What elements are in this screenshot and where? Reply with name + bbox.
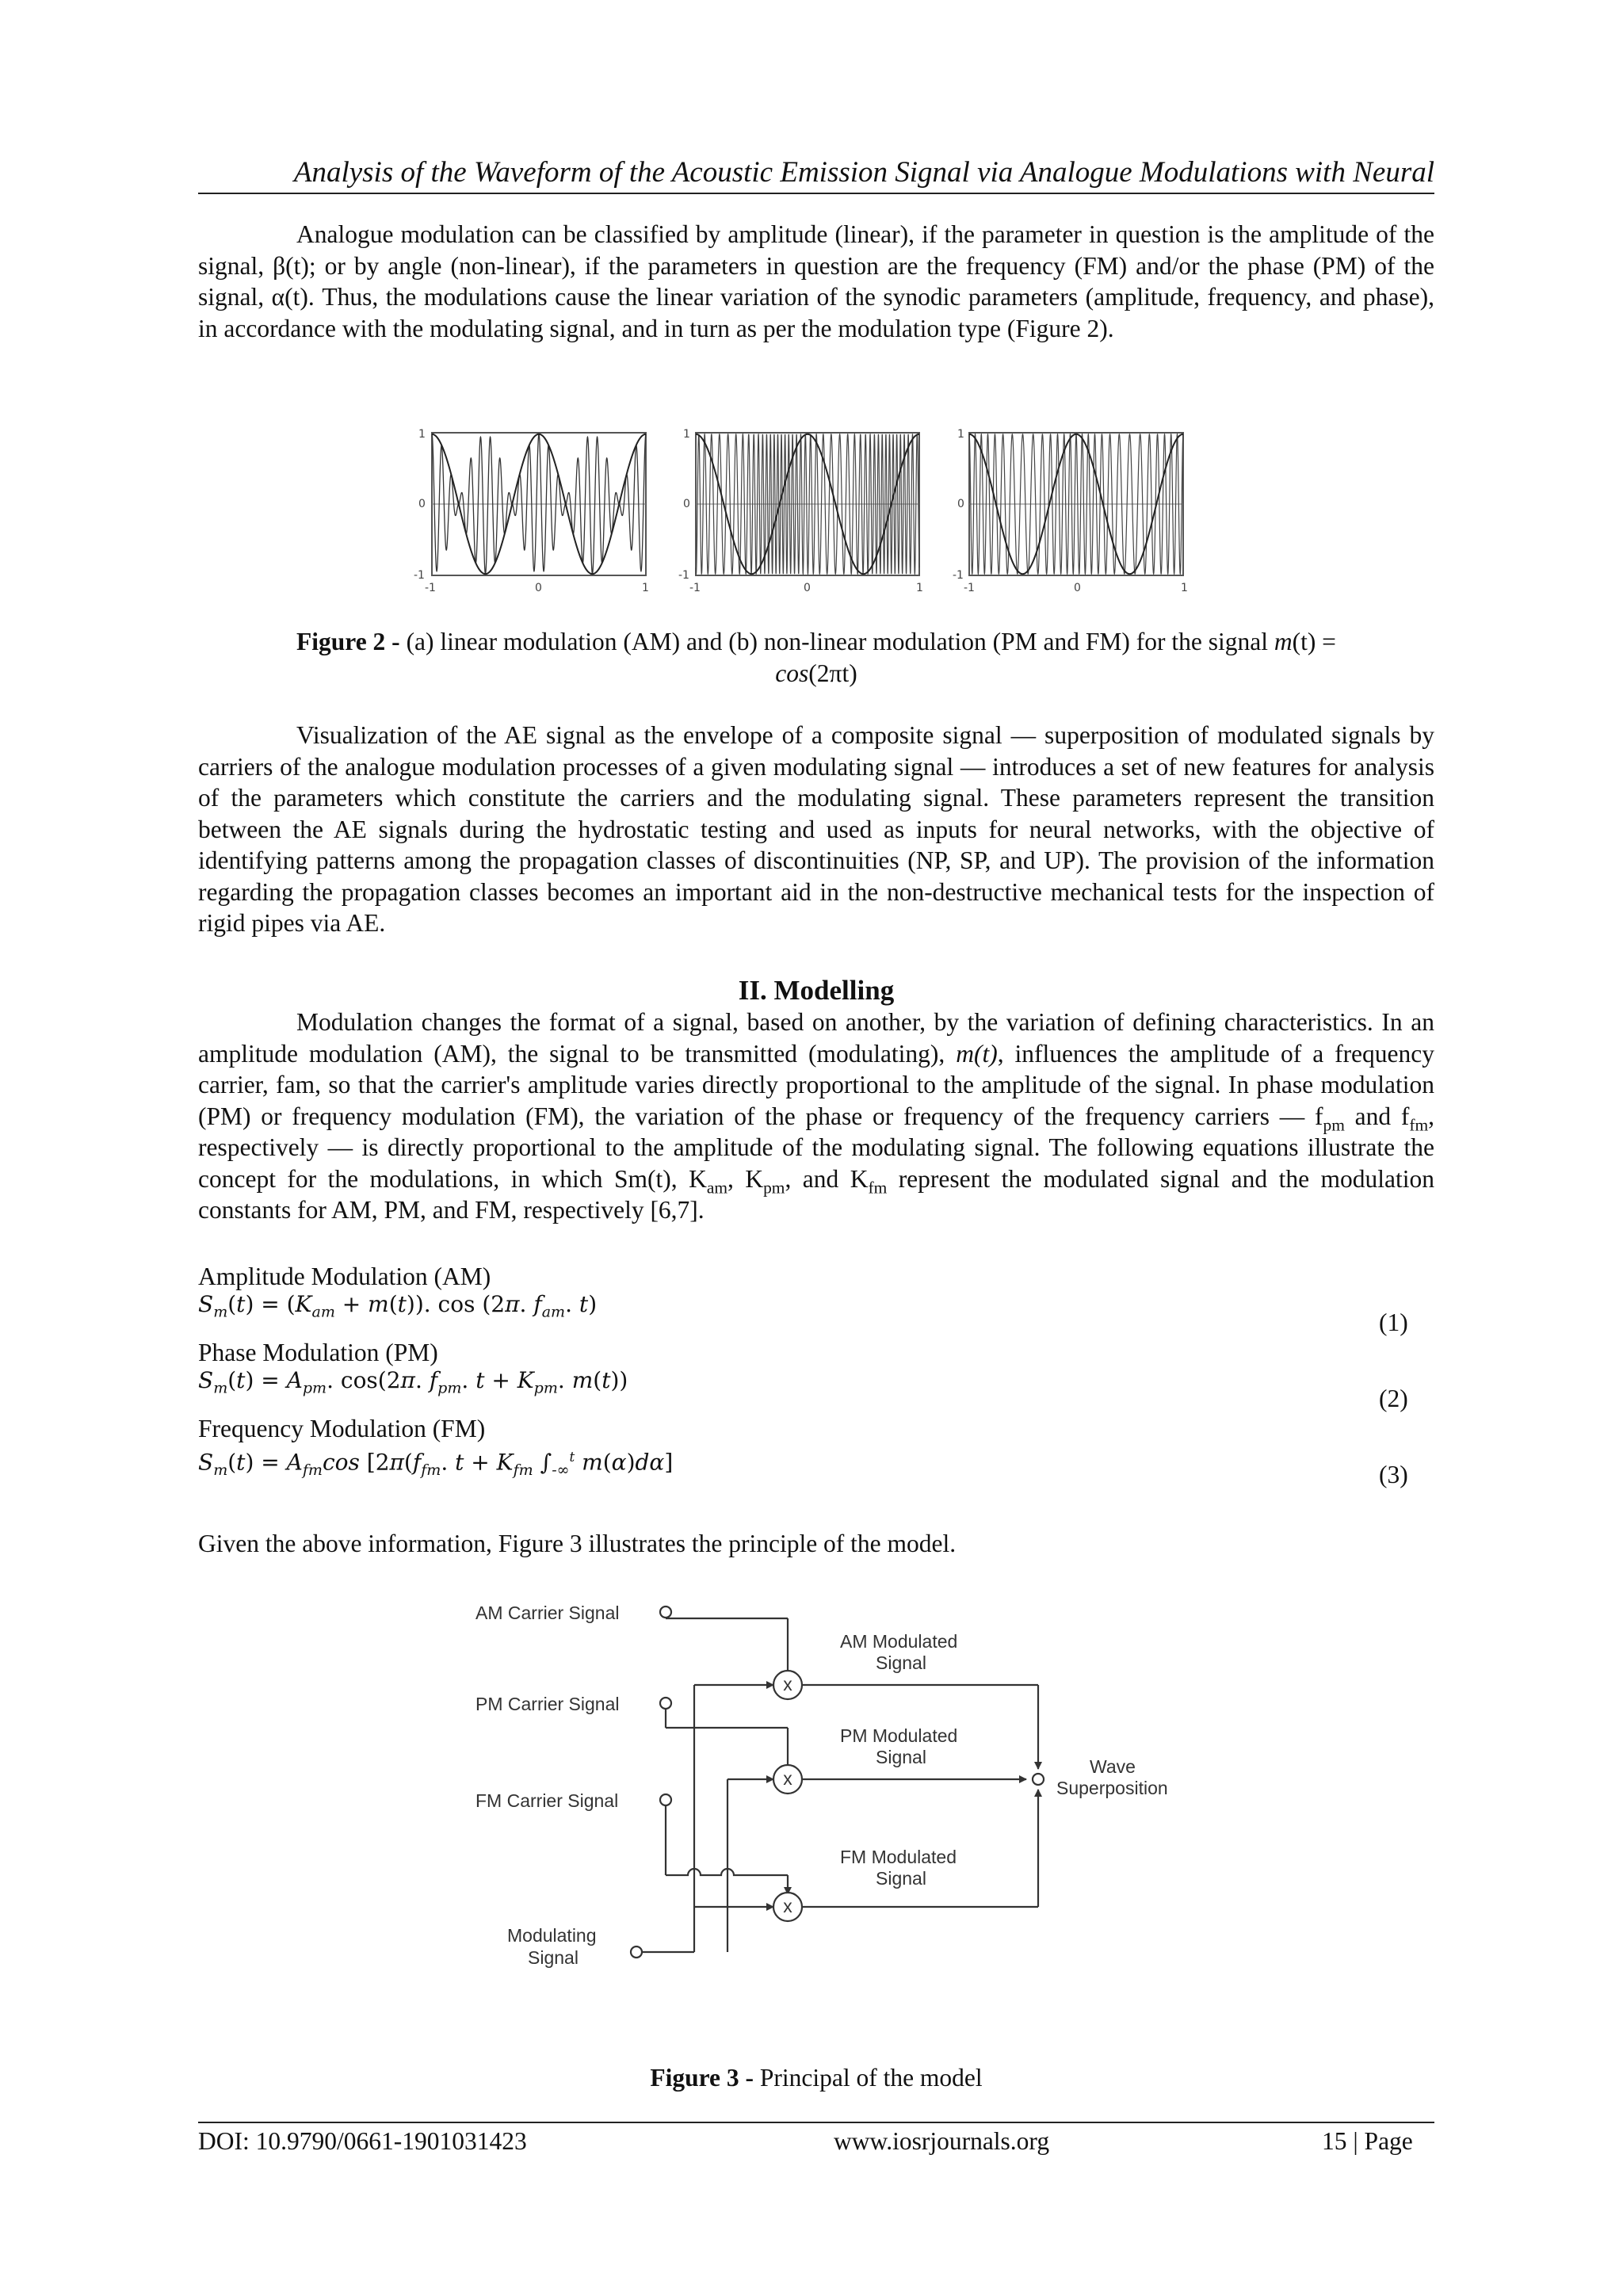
footer-rule [198, 2122, 1434, 2123]
modelling-text-4: , respectively — is directly proportional to the amplitude of the modulating signal. The following equations illustrate the concept for the modulations, in which Sm(t), K [198, 1102, 1434, 1193]
pm-tick-x-mid: 0 [804, 582, 811, 594]
pm-tick-y-mid: 0 [683, 498, 690, 510]
fm-tick-y-mid: 0 [957, 498, 964, 510]
equation-2-number: (2) [1379, 1385, 1408, 1412]
modelling-text-1: Modulation changes the format of a signal, based on another, by the variation of defining characteristics. In an amplitude modulation (AM), the signal to be transmitted (modulating), [198, 1008, 1434, 1068]
modelling-text-2: , influences the amplitude of a frequency carrier, fam, so that the carrier's amplitude varies directly proportional to the amplitude of the signal. In phase modulation (PM) or frequency modulation (FM), the variation of the phase or frequency of the frequency carriers — f [198, 1039, 1435, 1130]
section-title: II. Modelling [738, 975, 895, 1006]
am-carrier-label: AM Carrier Signal [475, 1603, 620, 1623]
modelling-text-3: and f [1344, 1102, 1410, 1130]
subscript-pm: pm [1323, 1114, 1345, 1134]
equation-3: $S_m(t) = A_{fm}\cos$ [$2\pi(f_{fm}$. $t + K_{fm}$ $\int_{-\infty}^t$ m(α)dα] [198, 1449, 674, 1479]
am-modulated-label-2: Signal [876, 1652, 926, 1673]
pm-modulated-label-2: Signal [876, 1747, 926, 1767]
modelling-text-5: , K [727, 1164, 764, 1193]
figure-2-caption-text-3: (2πt) [808, 659, 857, 687]
wave-superposition-label-2: Superposition [1056, 1778, 1168, 1798]
header-rule [198, 193, 1434, 194]
fm-tick-x-mid: 0 [1074, 582, 1081, 594]
am-carrier-terminal [660, 1606, 671, 1618]
fm-tick-y-bottom: -1 [953, 569, 964, 582]
wave-superposition-node [1033, 1774, 1044, 1785]
figure-2-caption-cos: cos [775, 659, 809, 687]
am-tick-x-right: 1 [642, 582, 649, 594]
pm-tick-y-bottom: -1 [678, 569, 689, 582]
figure-3-caption-text: Principal of the model [753, 2064, 983, 2092]
pm-tick-x-left: -1 [689, 582, 701, 594]
modelling-text-6: , and K [785, 1164, 869, 1193]
figure-2-caption-text-1: (a) linear modulation (AM) and (b) non-linear modulation (PM and FM) for the signal [399, 628, 1274, 655]
modulating-label-2: Signal [528, 1947, 579, 1968]
running-title: Analysis of the Waveform of the Acoustic Emission Signal via Analogue Modulations with Neural [293, 156, 1434, 189]
pm-carrier-label: PM Carrier Signal [475, 1694, 620, 1714]
equation-3-label: Frequency Modulation (FM) [198, 1415, 486, 1442]
subscript-fm: fm [1409, 1114, 1429, 1134]
fm-multiplier-symbol: x [783, 1896, 792, 1916]
figure-2-caption-m: m [1274, 628, 1293, 655]
modelling-m-t: m(t) [956, 1039, 998, 1068]
footer-page-number: 15 | Page [1322, 2127, 1413, 2155]
visualization-paragraph: Visualization of the AE signal as the envelope of a composite signal — superposition of modulated signals by carriers of the analogue modulation processes of a given modulating signal — introduces a set of new features for analysis of the parameters which constitute the carriers and the modulating signal. These parameters represent the transition between the AE signals during the hydrostatic testing and used as inputs for neural networks, with the objective of identifying patterns among the propagation classes of discontinuities (NP, SP, and UP). The provision of the information regarding the propagation classes becomes an important aid in the non-destructive mechanical tests for the inspection of rigid pipes via AE. [198, 721, 1434, 937]
pm-tick-y-top: 1 [683, 428, 690, 441]
panel-fm [969, 433, 1183, 575]
am-modulated-label-1: AM Modulated [840, 1631, 958, 1652]
modelling-text-7: represent the modulated signal and the modulation constants for AM, PM, and FM, respectively [6,7]. [198, 1164, 1434, 1224]
fm-modulated-label-1: FM Modulated [840, 1847, 957, 1867]
footer-doi: DOI: 10.9790/0661-1901031423 [198, 2127, 527, 2155]
modulating-label-1: Modulating [507, 1925, 597, 1946]
am-tick-x-left: -1 [425, 582, 436, 594]
modulating-terminal [631, 1946, 642, 1958]
figure-2 [412, 422, 1205, 604]
am-tick-x-mid: 0 [535, 582, 542, 594]
equation-1-label: Amplitude Modulation (AM) [198, 1263, 491, 1290]
am-tick-y-top: 1 [418, 428, 426, 441]
am-tick-y-bottom: -1 [414, 569, 425, 582]
fm-tick-x-left: -1 [964, 582, 975, 594]
equation-2-label: Phase Modulation (PM) [198, 1339, 438, 1366]
intro-paragraph: Analogue modulation can be classified by amplitude (linear), if the parameter in question is the amplitude of the signal, β(t); or by angle (non-linear), if the parameters in question are the frequency (FM) and/or the phase (PM) of the signal, α(t). Thus, the modulations cause the linear variation of the synodic parameters (amplitude, frequency, and phase), in accordance with the modulating signal, and in turn as per the modulation type (Figure 2). [198, 220, 1434, 342]
fm-carrier-terminal [660, 1794, 671, 1805]
footer-website: www.iosrjournals.org [834, 2127, 1050, 2155]
figure-3-caption-label: Figure 3 - [650, 2064, 754, 2092]
fm-modulated-label-2: Signal [876, 1868, 926, 1889]
equation-3-number: (3) [1379, 1461, 1408, 1488]
wave-superposition-label-1: Wave [1090, 1756, 1136, 1777]
equation-1-number: (1) [1379, 1308, 1408, 1336]
figure-2-caption [198, 626, 1434, 690]
pm-tick-x-right: 1 [916, 582, 923, 594]
figure-3-caption [198, 2062, 1434, 2094]
fm-carrier-label: FM Carrier Signal [475, 1790, 619, 1811]
panel-am [432, 433, 646, 575]
panel-pm [696, 433, 919, 575]
fm-tick-x-right: 1 [1181, 582, 1188, 594]
equation-1: $S_m(t) = (K_{am} + m(t))$. cos (2π. $f_{am}$. t) [198, 1291, 598, 1321]
figure-2-caption-label: Figure 2 - [296, 628, 400, 655]
modelling-paragraph [198, 1007, 1434, 1226]
fm-tick-y-top: 1 [957, 428, 964, 441]
figure-3-diagram [475, 1601, 1173, 1997]
subscript-pm-2: pm [763, 1177, 785, 1197]
pm-carrier-terminal [660, 1698, 671, 1709]
given-paragraph: Given the above information, Figure 3 illustrates the principle of the model. [198, 1530, 957, 1557]
subscript-am: am [706, 1177, 727, 1197]
figure-2-caption-text-2: (t) = [1292, 628, 1336, 655]
pm-modulated-label-1: PM Modulated [840, 1725, 958, 1746]
pm-multiplier-symbol: x [783, 1768, 792, 1789]
subscript-fm-2: fm [868, 1177, 888, 1197]
am-tick-y-mid: 0 [418, 498, 426, 510]
equation-2: $S_m(t) = A_{pm}$. cos(2π. $f_{pm}$. $t + K_{pm}$. m(t)) [198, 1367, 628, 1397]
am-multiplier-symbol: x [783, 1674, 792, 1694]
